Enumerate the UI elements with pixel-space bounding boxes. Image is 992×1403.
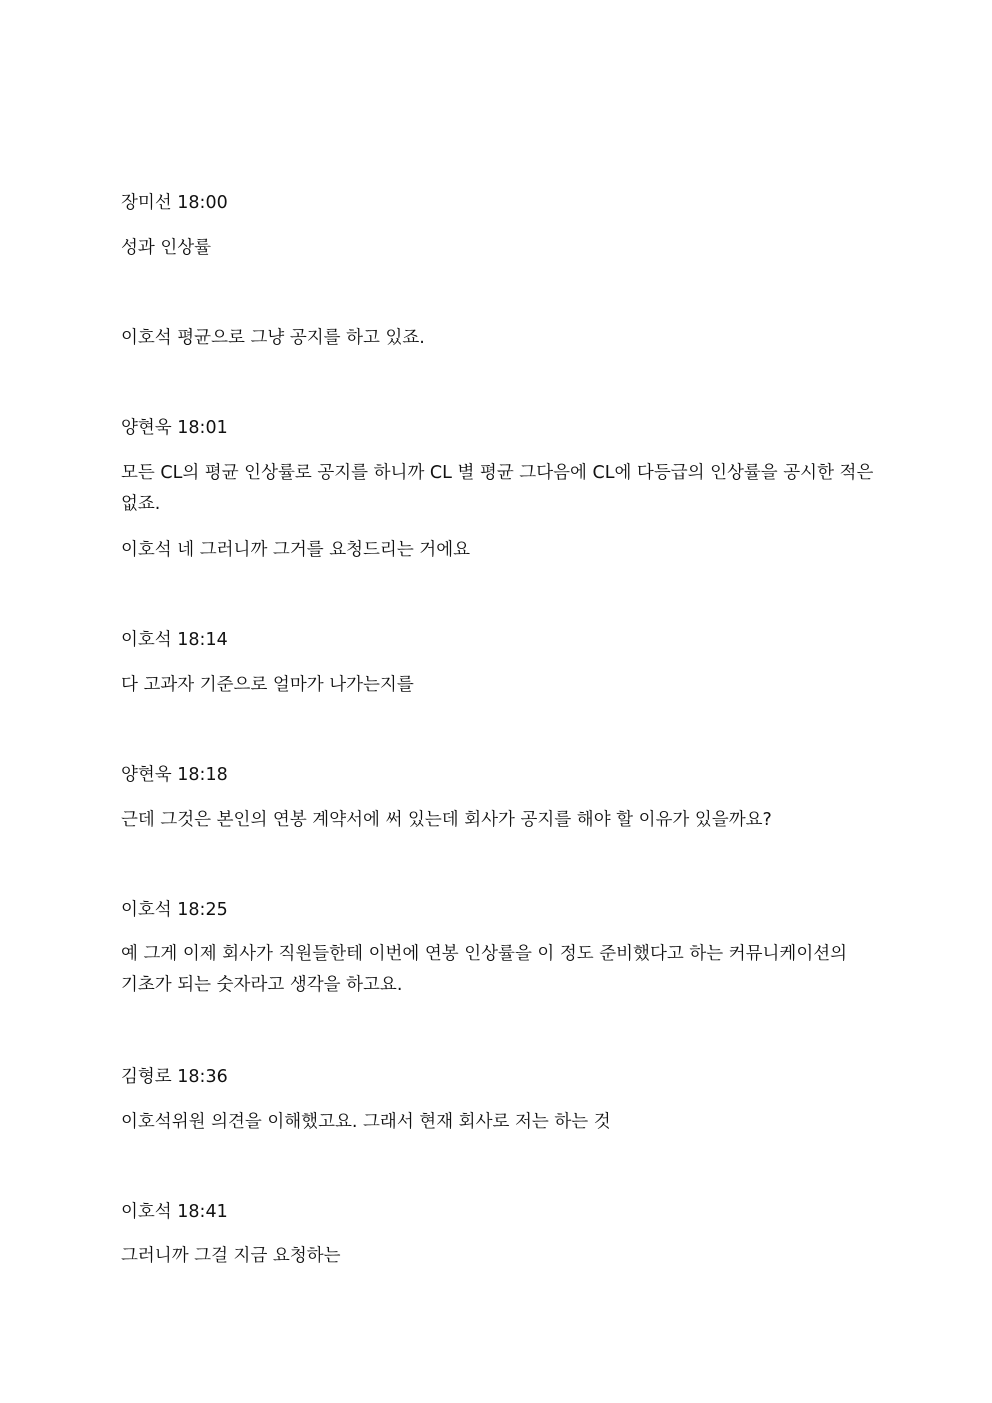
utterance-text: 이호석 네 그러니까 그거를 요청드리는 거에요 <box>121 540 471 560</box>
speaker-timestamp: 장미선 18:00 <box>121 193 228 213</box>
utterance-text: 이호석 평균으로 그냥 공지를 하고 있죠. <box>121 328 425 348</box>
speaker-timestamp: 이호석 18:25 <box>121 900 228 920</box>
utterance-text: 그러니까 그걸 지금 요청하는 <box>121 1246 341 1266</box>
speaker-timestamp: 이호석 18:41 <box>121 1202 228 1222</box>
speaker-timestamp: 이호석 18:14 <box>121 630 228 650</box>
utterance-text: 예 그게 이제 회사가 직원들한테 이번에 연봉 인상률을 이 정도 준비했다고 하는 커뮤니케이션의 기초가 되는 숫자라고 생각을 하고요. <box>121 944 848 995</box>
utterance-text: 근데 그것은 본인의 연봉 계약서에 써 있는데 회사가 공지를 해야 할 이유가 있을까요? <box>121 810 772 830</box>
utterance-text: 다 고과자 기준으로 얼마가 나가는지를 <box>121 675 414 695</box>
utterance-text: 성과 인상률 <box>121 238 212 258</box>
speaker-timestamp: 양현욱 18:01 <box>121 418 228 438</box>
utterance-text: 이호석위원 의견을 이해했고요. 그래서 현재 회사로 저는 하는 것 <box>121 1112 611 1132</box>
speaker-timestamp: 김형로 18:36 <box>121 1067 228 1087</box>
speaker-timestamp: 양현욱 18:18 <box>121 765 228 785</box>
utterance-text: 모든 CL의 평균 인상률로 공지를 하니까 CL 별 평균 그다음에 CL에 다등급의 인상률을 공시한 적은 없죠. <box>121 463 874 514</box>
